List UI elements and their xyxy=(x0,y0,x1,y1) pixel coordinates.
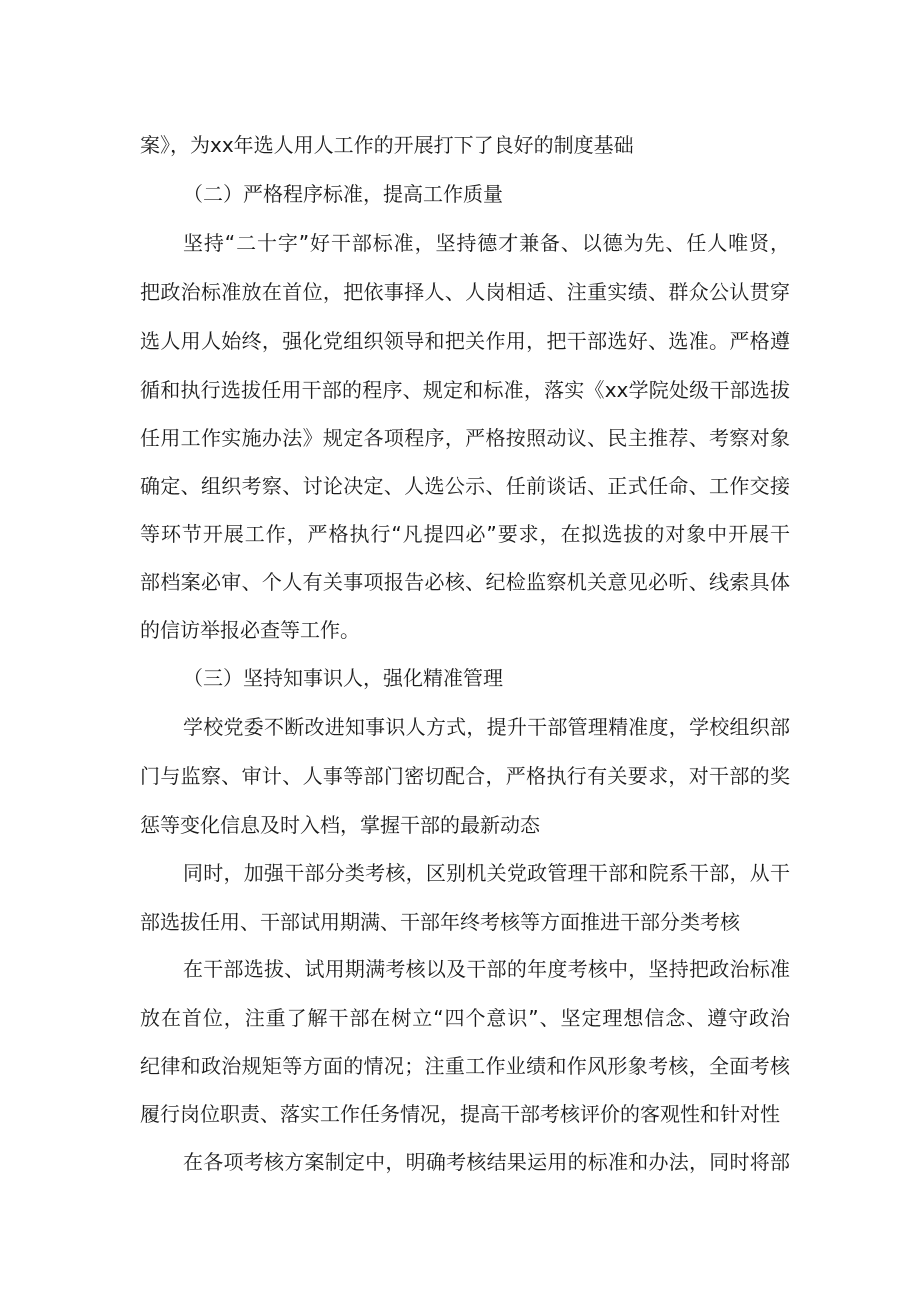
paragraph-line: 部档案必审、个人有关事项报告必核、纪检监察机关意见必听、线索具体 xyxy=(140,570,790,594)
paragraph-line: 任用工作实施办法》规定各项程序，严格按照动议、民主推荐、考察对象 xyxy=(140,426,790,450)
paragraph-line: 部选拔任用、干部试用期满、干部年终考核等方面推进干部分类考核 xyxy=(140,910,740,934)
section-heading-2: （二）严格程序标准，提高工作质量 xyxy=(183,182,503,206)
paragraph-line: 在干部选拔、试用期满考核以及干部的年度考核中，坚持把政治标准 xyxy=(183,957,790,981)
paragraph-line: 循和执行选拔任用干部的程序、规定和标准，落实《xx学院处级干部选拔 xyxy=(140,378,790,402)
paragraph-line: 等环节开展工作，严格执行“凡提四必”要求，在拟选拔的对象中开展干 xyxy=(140,522,790,546)
paragraph-line: 学校党委不断改进知事识人方式，提升干部管理精准度，学校组织部 xyxy=(183,715,790,739)
paragraph-line: 在各项考核方案制定中，明确考核结果运用的标准和办法，同时将部 xyxy=(183,1150,790,1174)
paragraph-line: 门与监察、审计、人事等部门密切配合，严格执行有关要求，对干部的奖 xyxy=(140,764,790,788)
paragraph-line: 放在首位，注重了解干部在树立“四个意识”、坚定理想信念、遵守政治 xyxy=(140,1006,790,1030)
paragraph-line: 选人用人始终，强化党组织领导和把关作用，把干部选好、选准。严格遵 xyxy=(140,329,790,353)
paragraph-line: 同时，加强干部分类考核，区别机关党政管理干部和院系干部，从干 xyxy=(183,861,790,885)
paragraph-line: 案》，为xx年选人用人工作的开展打下了良好的制度基础 xyxy=(140,133,634,157)
paragraph-line: 惩等变化信息及时入档，掌握干部的最新动态 xyxy=(140,813,540,837)
paragraph-line: 纪律和政治规矩等方面的情况；注重工作业绩和作风形象考核，全面考核 xyxy=(140,1054,790,1078)
paragraph-line: 的信访举报必查等工作。 xyxy=(140,618,360,642)
section-heading-3: （三）坚持知事识人，强化精准管理 xyxy=(183,666,503,690)
paragraph-line: 确定、组织考察、讨论决定、人选公示、任前谈话、正式任命、工作交接 xyxy=(140,474,790,498)
paragraph-line: 履行岗位职责、落实工作任务情况，提高干部考核评价的客观性和针对性 xyxy=(140,1102,780,1126)
paragraph-line: 把政治标准放在首位，把依事择人、人岗相适、注重实绩、群众公认贯穿 xyxy=(140,280,790,304)
paragraph-line: 坚持“二十字”好干部标准，坚持德才兼备、以德为先、任人唯贤， xyxy=(183,231,790,255)
